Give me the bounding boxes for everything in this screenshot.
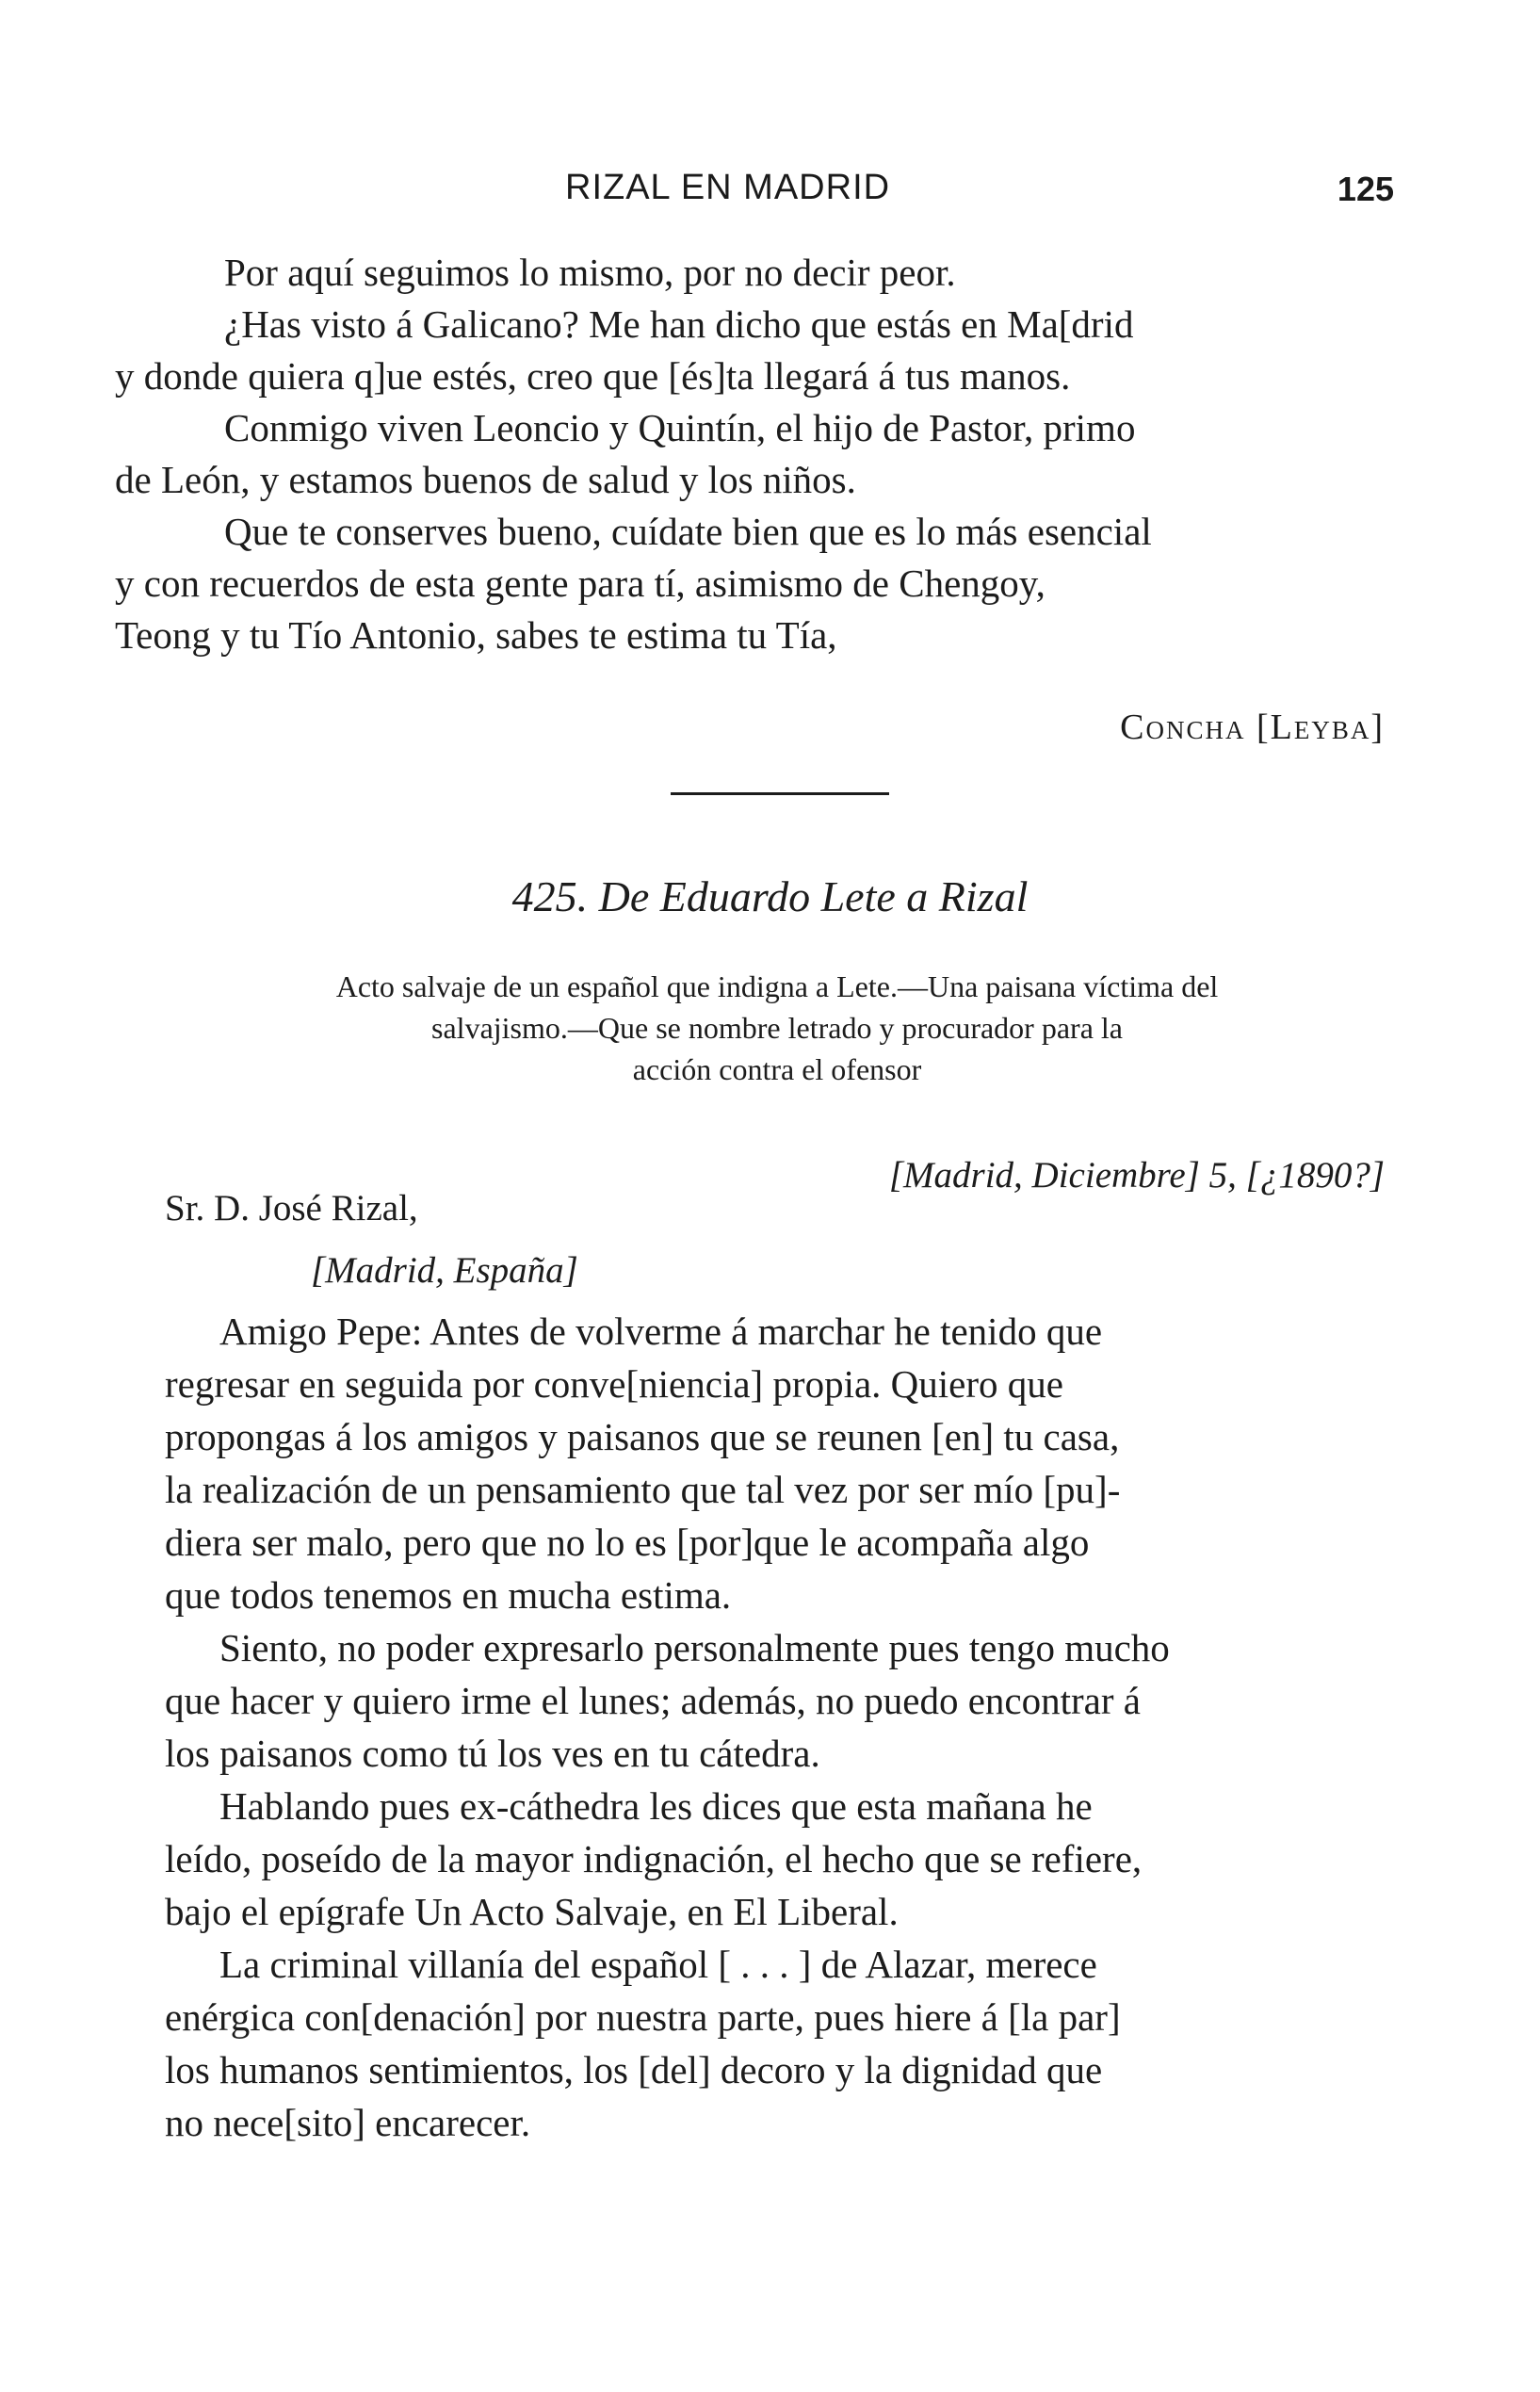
text-line: bajo el epígrafe Un Acto Salvaje, en El Liberal. [165, 1890, 899, 1933]
text-line: que hacer y quiero irme el lunes; además, no puedo encontrar á [165, 1679, 1141, 1722]
paragraph [170, 247, 1385, 299]
paragraph [115, 506, 1385, 661]
text-line: que todos tenemos en mucha estima. [165, 1573, 732, 1617]
text-line: Siento, no poder expresarlo personalmente pues tengo mucho [219, 1626, 1170, 1669]
addressee-place: [Madrid, España] [311, 1250, 578, 1291]
text-line: y donde quiera q]ue estés, creo que [és]ta llegará á tus manos. [115, 354, 1071, 398]
text-line: regresar en seguida por conve[niencia] propia. Quiero que [165, 1362, 1063, 1406]
text-line: no nece[sito] encarecer. [165, 2101, 531, 2144]
text-line: enérgica con[denación] por nuestra parte, pues hiere á [la par] [165, 1995, 1121, 2039]
text-line: Amigo Pepe: Antes de volverme á marchar he tenido que [219, 1310, 1103, 1353]
dateline: [Madrid, Diciembre] 5, [¿1890?] [888, 1155, 1385, 1196]
letter-summary [170, 966, 1385, 1090]
text-line: ¿Has visto á Galicano? Me han dicho que estás en Ma[drid [224, 302, 1134, 346]
text-line: propongas á los amigos y paisanos que se reunen [en] tu casa, [165, 1415, 1120, 1458]
section-divider [671, 792, 889, 795]
letter-heading: 425. De Eduardo Lete a Rizal [511, 872, 1029, 920]
text-line: Que te conserves bueno, cuídate bien que es lo más esencial [224, 510, 1152, 553]
paragraph [165, 1780, 1389, 1938]
text-line: Por aquí seguimos lo mismo, por no decir peor. [224, 251, 956, 294]
letter-body [165, 1305, 1389, 2149]
running-title: RIZAL EN MADRID [565, 168, 891, 207]
text-line: los paisanos como tú los ves en tu cátedra. [165, 1732, 820, 1775]
text-line: La criminal villanía del español [ . . . ] de Alazar, merece [219, 1943, 1097, 1986]
previous-letter-text [115, 247, 1385, 661]
text-line: diera ser malo, pero que no lo es [por]que le acompaña algo [165, 1521, 1090, 1564]
paragraph [115, 299, 1385, 402]
text-line: Teong y tu Tío Antonio, sabes te estima tu Tía, [115, 613, 837, 657]
text-line: la realización de un pensamiento que tal vez por ser mío [pu]- [165, 1468, 1121, 1511]
signature: Concha [Leyba] [1120, 708, 1385, 747]
text-line: y con recuerdos de esta gente para tí, asimismo de Chengoy, [115, 561, 1046, 605]
paragraph [165, 1621, 1389, 1780]
text-line: los humanos sentimientos, los [del] decoro y la dignidad que [165, 2048, 1103, 2091]
paragraph [165, 1305, 1389, 1621]
summary-line: acción contra el ofensor [632, 1052, 922, 1086]
text-line: Hablando pues ex-cáthedra les dices que esta mañana he [219, 1784, 1093, 1828]
addressee-name: Sr. D. José Rizal, [165, 1188, 418, 1229]
addressee [165, 1178, 578, 1302]
page-number: 125 [1337, 170, 1394, 208]
text-line: de León, y estamos buenos de salud y los niños. [115, 458, 856, 501]
paragraph [165, 1938, 1389, 2149]
running-head [170, 168, 1394, 224]
text-line: Conmigo viven Leoncio y Quintín, el hijo de Pastor, primo [224, 406, 1136, 449]
paragraph [115, 402, 1385, 506]
summary-line: salvajismo.—Que se nombre letrado y procurador para la [431, 1011, 1123, 1045]
text-line: leído, poseído de la mayor indignación, el hecho que se refiere, [165, 1837, 1143, 1880]
summary-line: Acto salvaje de un español que indigna a Lete.—Una paisana víctima del [335, 969, 1219, 1003]
